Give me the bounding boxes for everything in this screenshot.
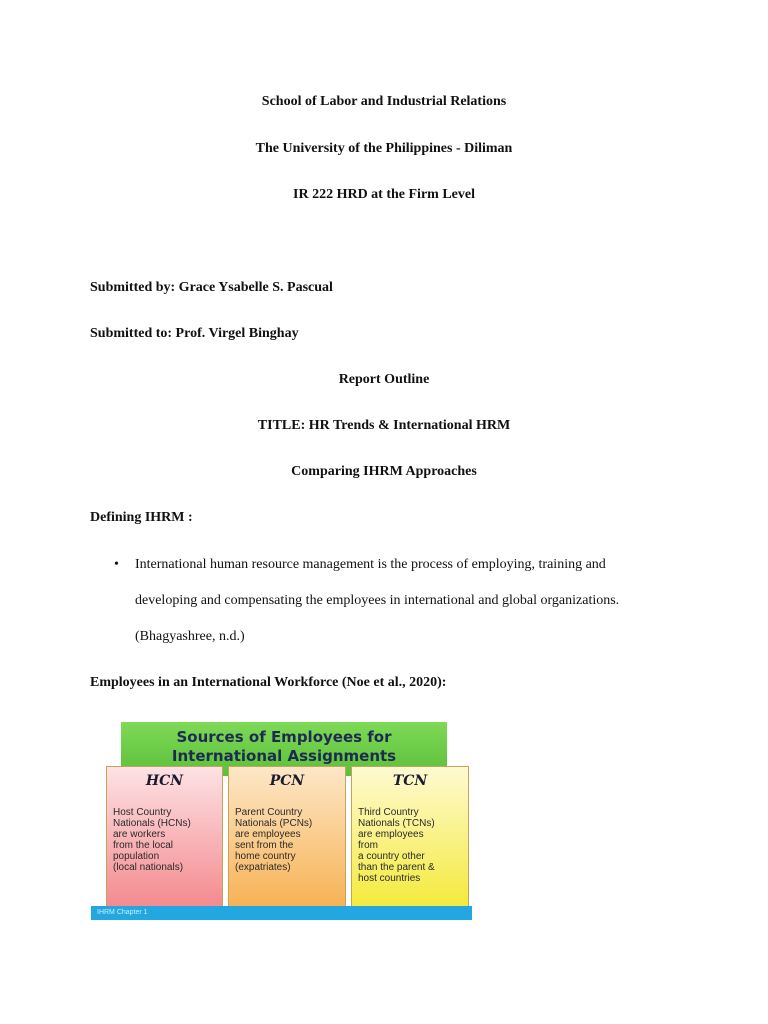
school-name: School of Labor and Industrial Relations [261,94,507,109]
figure-header-line-2: International Assignments [171,747,397,765]
definition-line-1: International human resource management is the process of employing, training and [135,557,606,572]
definition-line-3: (Bhagyashree, n.d.) [135,629,245,644]
hcn-description: Host Country Nationals (HCNs) are workers from the local population (local nationals) [113,807,191,873]
figure-header-line-1: Sources of Employees for [176,728,392,746]
tcn-description: Third Country Nationals (TCNs) are employees from a country other than the parent & host countries [358,807,435,884]
employees-heading: Employees in an International Workforce (Noe et al., 2020): [90,675,447,690]
pcn-abbr: PCN [269,773,305,789]
pcn-box [228,766,346,908]
bullet-icon: • [114,557,119,572]
pcn-description: Parent Country Nationals (PCNs) are employees sent from the home country (expatriates) [235,807,313,873]
defining-heading: Defining IHRM : [90,510,193,525]
tcn-box [351,766,469,908]
definition-line-2: developing and compensating the employees in international and global organizations. [135,593,620,608]
figure-footer: IHRM Chapter 1 [91,906,472,920]
report-subtitle: Comparing IHRM Approaches [291,464,477,479]
university-name: The University of the Philippines - Diliman [255,141,513,156]
report-title: TITLE: HR Trends & International HRM [257,418,511,433]
tcn-abbr: TCN [392,773,428,789]
submitted-to: Submitted to: Prof. Virgel Binghay [90,326,299,341]
hcn-abbr: HCN [145,773,184,789]
report-heading: Report Outline [338,372,430,387]
hcn-box [106,766,223,908]
employee-sources-figure [91,716,472,920]
submitted-by: Submitted by: Grace Ysabelle S. Pascual [90,280,333,295]
course-name: IR 222 HRD at the Firm Level [293,187,475,202]
